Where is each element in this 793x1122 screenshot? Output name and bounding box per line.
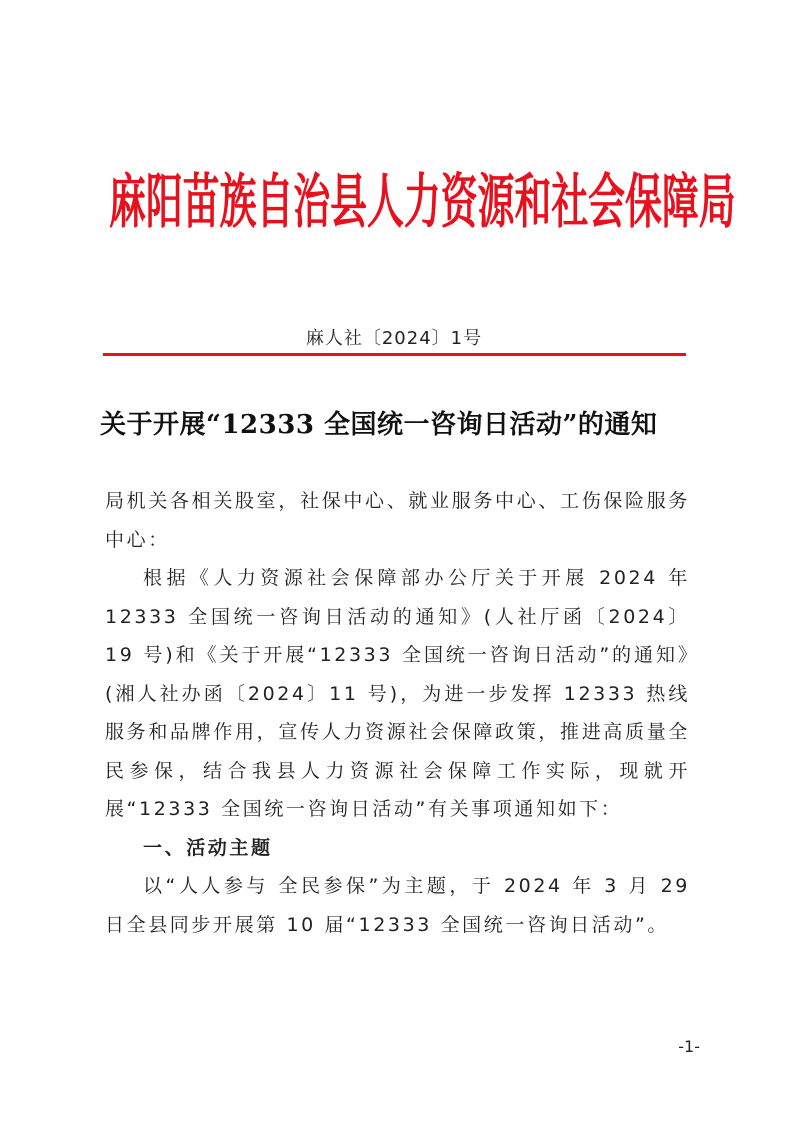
addressee-line: 局机关各相关股室，社保中心、就业服务中心、工伤保险服务中心：: [105, 490, 690, 551]
red-divider-line: [103, 353, 686, 356]
page-number: -1-: [678, 1037, 700, 1056]
document-number: 麻人社〔2024〕1号: [305, 328, 483, 349]
document-body: [105, 482, 690, 944]
document-title: 关于开展“12333 全国统一咨询日活动”的通知: [100, 410, 658, 440]
agency-letterhead: 麻阳苗族自治县人力资源和社会保障局: [109, 167, 736, 237]
section-paragraph: 以“人人参与 全民参保”为主题，于 2024 年 3 月 29 日全县同步开展第 10 届“12333 全国统一咨询日活动”。: [105, 875, 690, 936]
body-paragraph: 根据《人力资源社会保障部办公厅关于开展 2024 年 12333 全国统一咨询日活动的通知》(人社厅函〔2024〕19 号)和《关于开展“12333 全国统一咨询日活动”的通知》(湘人社办函〔2024〕11 号)，为进一步发挥 12333 热线服务和品牌作用，宣传人力资源社会保障政策，推进高质量全民参保，结合我县人力资源社会保障工作实际，现就开展“12333 全国统一咨询日活动”有关事项通知如下：: [105, 567, 690, 820]
section-heading: 一、活动主题: [143, 836, 273, 859]
